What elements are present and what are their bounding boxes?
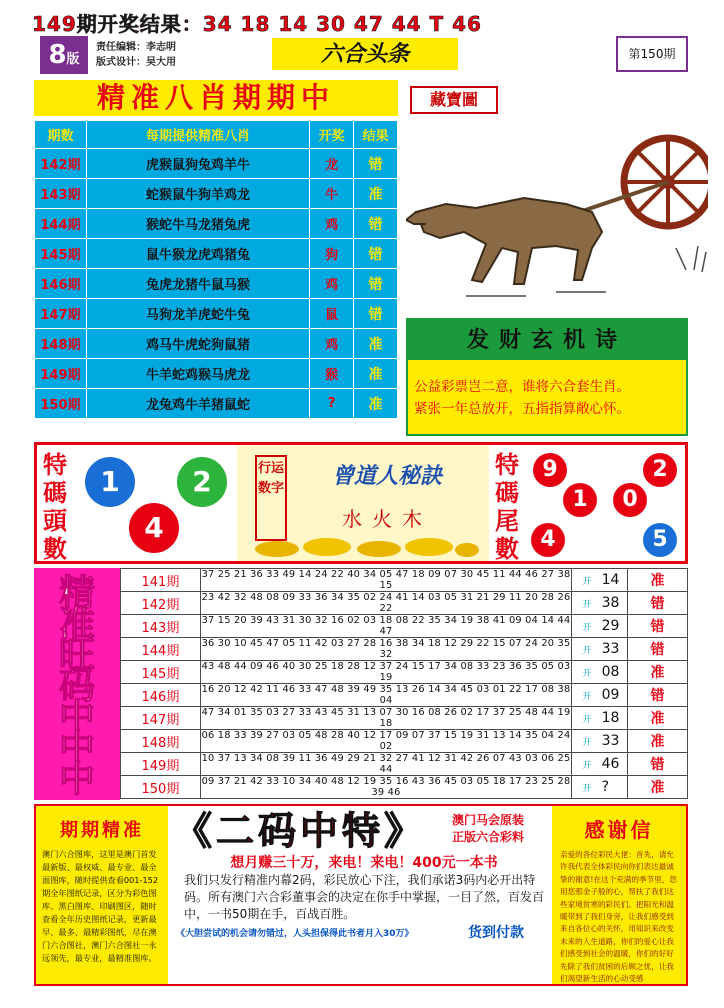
wolf-cart-illustration (406, 120, 708, 316)
zodiac-cell: 牛羊蛇鸡猴马虎龙 (86, 359, 309, 389)
thanks-text: 亲爱的各位彩民大佬：首先，请允许我代表全体彩民向你们表达最诚挚的谢意!在这个充满的季节里，您用您那金子般的心，帮扶了我们这些家境贫寒的彩民们。把阳光和温暖带到了我们身旁，让我们感受到来自各位心的关怀，用知识来改变未来的人生道路，你们的爱心让我们感受到社会的温暖，你们的好好先除了我们贫困的后顾之忧，让我们渴望新生活的心动受感 (560, 850, 677, 984)
col-result: 结果 (354, 121, 398, 149)
table-header-row (35, 121, 398, 149)
period-cell: 148期 (35, 329, 87, 359)
result-cell: 错 (354, 149, 398, 179)
macau-line: 澳门马会原装 (451, 813, 524, 827)
table-row (121, 661, 688, 684)
result-cell: 准 (354, 389, 398, 419)
two-code-ad (172, 806, 552, 984)
tail-ball-0: 0 (613, 483, 647, 517)
table-row (35, 209, 398, 239)
result-cell: 准 (354, 359, 398, 389)
secret-tip-panel (237, 445, 489, 561)
table-row (121, 707, 688, 730)
kai-cell: 开 (572, 776, 602, 799)
two-code-title: 《二码中特》 (174, 809, 427, 853)
five-elements: 水火木 (342, 507, 432, 531)
ad-body: 我们只发行精准内幕2码，彩民放心下注，我们承诺3码内必开出特码。所有澳门六合彩董事会的决定在你手中掌握，一目了然，百发百中，一书50期在手，百战百胜。 (184, 873, 545, 921)
zodiac-cell: 鸡马牛虎蛇狗鼠猪 (86, 329, 309, 359)
numbers-cell: 23 42 32 48 08 09 33 36 34 35 02 24 41 14 03 05 31 21 29 11 20 28 26 22 (201, 592, 571, 614)
top-draw-result: 149期开奖结果：34 18 14 30 47 44 T 46 (32, 12, 482, 36)
lucky-code-label-char: 旺 (58, 635, 95, 676)
accuracy-text: 澳门六合图库，这里是澳门首发最新版、最权威、最专业、最全面图库，随时提供查看001-152期全年图纸记录，区分为彩色图库、黑白图库、印刷图区，随时查看全年历史图纸记录，更新最早、最多、最精彩图纸，尽在澳门六合图社，澳门六合图社一永远领先，最专业，最精准图库。 (42, 849, 159, 963)
zodiac-cell: 猴蛇牛马龙猪兔虎 (86, 209, 309, 239)
zodiac-cell: 龙兔鸡牛羊猪鼠蛇 (86, 389, 309, 419)
numbers-cell: 16 20 12 42 11 46 33 47 48 39 49 35 13 26 14 34 45 03 01 22 17 08 38 04 (201, 684, 571, 706)
period-cell: 146期 (35, 269, 87, 299)
table-row (35, 389, 398, 419)
period-cell: 143期 (35, 179, 87, 209)
special-cell: 46 (602, 753, 628, 776)
kai-cell: 开 (572, 615, 602, 638)
draw-cell: 猴 (310, 359, 354, 389)
period-cell: 149期 (35, 359, 87, 389)
numbers-cell: 10 37 13 34 08 39 11 36 49 29 21 32 27 41 12 31 42 26 07 43 03 06 25 44 (201, 753, 571, 775)
zodiac-cell: 鼠牛猴龙虎鸡猪兔 (86, 239, 309, 269)
special-cell: ? (602, 776, 628, 799)
accuracy-panel (36, 806, 168, 984)
tail-ball-1: 1 (563, 483, 597, 517)
draw-cell: 鼠 (310, 299, 354, 329)
ad-slogan: 想月赚三十万，来电！来电！400元一本书 (230, 855, 498, 871)
result-cell: 错 (354, 269, 398, 299)
result-cell: 准 (628, 661, 688, 684)
editor-line: 责任编辑：李志明 (96, 42, 176, 53)
poem-title: 发财玄机诗 (408, 320, 686, 360)
cash-on-delivery: 货到付款 (468, 925, 524, 941)
head-ball-4: 4 (129, 503, 179, 553)
col-period: 期数 (35, 121, 87, 149)
issue-number: 第150期 (616, 36, 688, 72)
kai-cell: 开 (572, 592, 602, 615)
head-number-label: 特碼頭數 (43, 450, 67, 563)
result-cell: 准 (354, 329, 398, 359)
lucky-code-label-char: 中 (58, 697, 95, 738)
period-cell: 142期 (121, 592, 201, 615)
period-cell: 147期 (35, 299, 87, 329)
numbers-cell: 36 30 10 45 47 05 11 42 03 27 28 16 38 34 18 12 29 22 15 07 24 20 35 32 (201, 638, 571, 660)
col-draw: 开奖 (310, 121, 354, 149)
kai-cell: 开 (572, 661, 602, 684)
thanks-title: 感谢信 (584, 818, 654, 842)
lucky-code-label-char: 中 (58, 728, 95, 769)
result-cell: 准 (628, 707, 688, 730)
numbers-cell: 06 18 33 39 27 03 05 48 28 40 12 17 09 07 37 15 19 31 13 14 35 04 24 02 (201, 730, 571, 752)
kai-cell: 开 (572, 707, 602, 730)
macau-source (428, 812, 548, 846)
table-row (121, 638, 688, 661)
special-cell: 33 (602, 730, 628, 753)
kai-cell: 开 (572, 730, 602, 753)
draw-cell: 鸡 (310, 329, 354, 359)
head-ball-2: 2 (177, 457, 227, 507)
result-cell: 错 (628, 615, 688, 638)
table-row (121, 615, 688, 638)
editor-credits (96, 40, 176, 70)
period-cell: 150期 (35, 389, 87, 419)
period-cell: 147期 (121, 707, 201, 730)
period-cell: 148期 (121, 730, 201, 753)
result-cell: 错 (354, 209, 398, 239)
result-cell: 错 (628, 638, 688, 661)
lucky-code-label (34, 568, 120, 800)
zodiac-cell: 兔虎龙猪牛鼠马猴 (86, 269, 309, 299)
result-cell: 错 (628, 592, 688, 615)
kai-cell: 开 (572, 569, 602, 592)
table-row (35, 179, 398, 209)
poem-box (406, 318, 688, 436)
page-number: 8 (48, 40, 67, 70)
col-zodiacs: 每期提供精准八肖 (86, 121, 309, 149)
period-cell: 149期 (121, 753, 201, 776)
numbers-cell: 37 15 20 39 43 31 30 32 16 02 03 18 08 22 35 34 19 38 41 09 04 14 44 47 (201, 615, 571, 637)
result-cell: 准 (354, 179, 398, 209)
lucky-code-label-char: 准 (58, 604, 95, 645)
page-number-badge (40, 36, 88, 74)
special-number-band (34, 442, 688, 564)
table-row (35, 359, 398, 389)
table-row (121, 592, 688, 615)
special-cell: 38 (602, 592, 628, 615)
kai-cell: 开 (572, 684, 602, 707)
result-cell: 准 (628, 730, 688, 753)
draw-cell: 狗 (310, 239, 354, 269)
lucky-code-table (120, 568, 688, 799)
thanks-letter-panel (552, 806, 686, 984)
table-row (35, 239, 398, 269)
table-row (121, 730, 688, 753)
result-cell: 错 (354, 299, 398, 329)
table-row (35, 299, 398, 329)
gold-ingot-icon (247, 533, 479, 559)
paper-title: 六合头条 (272, 38, 458, 70)
head-ball-1: 1 (85, 457, 135, 507)
period-cell: 146期 (121, 684, 201, 707)
macau-line: 正版六合彩料 (451, 830, 524, 844)
wolf-icon (406, 198, 602, 284)
tail-ball-4: 4 (531, 523, 565, 557)
kai-cell: 开 (572, 638, 602, 661)
zodiac-cell: 蛇猴鼠牛狗羊鸡龙 (86, 179, 309, 209)
table-row (121, 684, 688, 707)
period-cell: 143期 (121, 615, 201, 638)
zodiac-cell: 马狗龙羊虎蛇牛兔 (86, 299, 309, 329)
result-cell: 准 (628, 569, 688, 592)
numbers-cell: 09 37 21 42 33 10 34 40 48 12 19 35 16 43 36 45 03 05 18 17 23 25 28 39 46 (201, 776, 571, 798)
draw-cell: 鸡 (310, 269, 354, 299)
tail-ball-5: 5 (643, 523, 677, 557)
special-cell: 08 (602, 661, 628, 684)
lucky-code-label-char: 码 (58, 666, 95, 707)
table-row (121, 776, 688, 799)
designer-line: 版式设计：吴大用 (96, 57, 176, 68)
poem-line: 公益彩票岂二意，谁将六合套生肖。 (414, 379, 630, 395)
numbers-cell: 47 34 01 35 03 27 33 43 45 31 13 07 30 16 08 26 02 17 37 25 48 44 19 18 (201, 707, 571, 729)
table-row (121, 569, 688, 592)
special-cell: 14 (602, 569, 628, 592)
tail-ball-2: 2 (643, 453, 677, 487)
period-cell: 144期 (35, 209, 87, 239)
page-suffix: 版 (66, 52, 80, 67)
table-row (35, 269, 398, 299)
special-cell: 09 (602, 684, 628, 707)
treasure-map-label: 藏寶圖 (410, 86, 498, 114)
accuracy-title: 期期精准 (60, 820, 144, 841)
kai-cell: 开 (572, 753, 602, 776)
bottom-ad-panel (34, 804, 688, 986)
lucky-code-label-char: 精 (58, 573, 95, 614)
poem-body (408, 360, 686, 434)
draw-cell: ? (310, 389, 354, 419)
period-cell: 141期 (121, 569, 201, 592)
special-cell: 33 (602, 638, 628, 661)
table-row (35, 149, 398, 179)
draw-cell: 龙 (310, 149, 354, 179)
numbers-cell: 37 25 21 36 33 49 14 24 22 40 34 05 47 18 09 07 30 45 11 44 46 27 38 15 (201, 569, 571, 591)
period-cell: 145期 (35, 239, 87, 269)
tail-ball-9: 9 (533, 453, 567, 487)
numbers-cell: 43 48 44 09 46 40 30 25 18 28 12 37 24 15 17 34 08 33 23 36 35 05 03 19 (201, 661, 571, 683)
draw-cell: 牛 (310, 179, 354, 209)
period-cell: 150期 (121, 776, 201, 799)
eight-zodiac-table (34, 120, 398, 419)
secret-banner: 曾道人秘訣 (331, 464, 442, 489)
tail-number-label: 特碼尾數 (495, 450, 519, 563)
period-cell: 144期 (121, 638, 201, 661)
draw-cell: 鸡 (310, 209, 354, 239)
period-cell: 142期 (35, 149, 87, 179)
special-cell: 29 (602, 615, 628, 638)
zodiac-cell: 虎猴鼠狗兔鸡羊牛 (86, 149, 309, 179)
eight-zodiac-title: 精准八肖期期中 (34, 80, 398, 116)
lucky-number-tag: 行运数字 (255, 455, 287, 541)
table-row (121, 753, 688, 776)
result-cell: 准 (628, 776, 688, 799)
table-row (35, 329, 398, 359)
result-cell: 错 (628, 684, 688, 707)
poem-line: 紧张一年总放开，五指指算敞心怀。 (414, 401, 630, 417)
period-cell: 145期 (121, 661, 201, 684)
lucky-code-label-char: 中 (58, 759, 95, 800)
result-cell: 错 (354, 239, 398, 269)
special-cell: 18 (602, 707, 628, 730)
ad-footnote: 《大胆尝试的机会请勿错过，人头担保得此书者月入30万》 (176, 929, 414, 939)
result-cell: 错 (628, 753, 688, 776)
